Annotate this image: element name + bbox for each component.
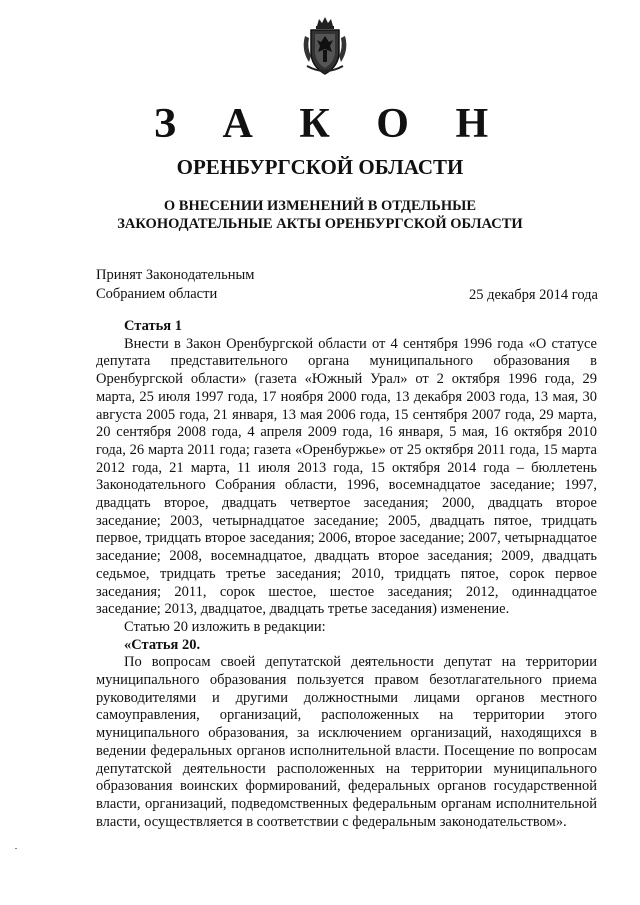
law-subtitle-line-1: О ВНЕСЕНИИ ИЗМЕНЕНИЙ В ОТДЕЛЬНЫЕ bbox=[163, 198, 477, 214]
oblast-coat-of-arms-icon bbox=[297, 16, 353, 78]
law-subtitle-line-2: ЗАКОНОДАТЕЛЬНЫЕ АКТЫ ОРЕНБУРГСКОЙ ОБЛАСТИ bbox=[117, 216, 523, 232]
adoption-body-line-2: Собранием области bbox=[96, 286, 218, 302]
region-name: ОРЕНБУРГСКОЙ ОБЛАСТИ bbox=[176, 155, 464, 179]
quoted-article-heading: «Статья 20. bbox=[124, 636, 201, 653]
article-1-text: Внести в Закон Оренбургской области от 4 сентября 1996 года «О статусе депутата представительного органа муниципального образования в Оренбургской области» (газета «Южный Урал» от 2 октября 1996 года, 29 марта, 25 июля 1997 года, 17 ноября 2000 года, 13 декабря 2003 года, 13 мая, 30 августа 2005 года, 21 января, 13 мая 2006 года, 15 сентября 2007 года, 29 марта, 20 сентября 2008 года, 4 апреля 2009 года, 16 января, 5 мая, 16 октября 2010 года, 26 марта 2011 года; газета «Оренбуржье» от 25 октября 2011 года, 15 марта 2012 года, 21 марта, 11 июля 2013 года, 15 октября 2014 года – бюллетень Законодательного Собрания области, 1996, восемнадцатое заседание; 1997, двадцать второе, двадцать четвертое заседания; 2000, двадцать второе заседание; 2003, четырнадцатое заседание; 2005, двадцать пятое, тридцать первое, тридцать второе заседания; 2006, второе заседание; 2007, четырнадцатое заседание; 2008, восемнадцатое, двадцать второе заседания; 2009, двадцать седьмое, тридцать третье заседания; 2010, тридцать пятое, сорок первое заседания; 2011, сорок шестое, шестое заседания; 2012, одиннадцатое заседание; 2013, двадцатое, двадцать третье заседания) изменение. bbox=[96, 335, 597, 618]
margin-mark bbox=[15, 848, 17, 849]
adoption-body-line-1: Принят Законодательным bbox=[96, 267, 255, 283]
article-1-instruction: Статью 20 изложить в редакции: bbox=[124, 618, 326, 635]
quoted-article-text: По вопросам своей депутатской деятельности депутат на территории муниципального образования пользуется правом безотлагательного приема руководителями и другими должностными лицами органов местного самоуправления, организаций, расположенных на территории этого муниципального образования, за исключением организаций, находящихся в ведении федеральных органов исполнительной власти. Посещение по вопросам депутатской деятельности расположенных на территории муниципального образования воинских формирований, федеральных органов государственной власти, организаций, подведомственных федеральным органам исполнительной власти, осуществляется в соответствии с федеральным законодательством». bbox=[96, 654, 597, 830]
law-title: З А К О Н bbox=[153, 101, 507, 147]
article-1-heading: Статья 1 bbox=[124, 318, 182, 334]
adoption-date: 25 декабря 2014 года bbox=[469, 287, 598, 303]
law-body bbox=[96, 318, 597, 831]
